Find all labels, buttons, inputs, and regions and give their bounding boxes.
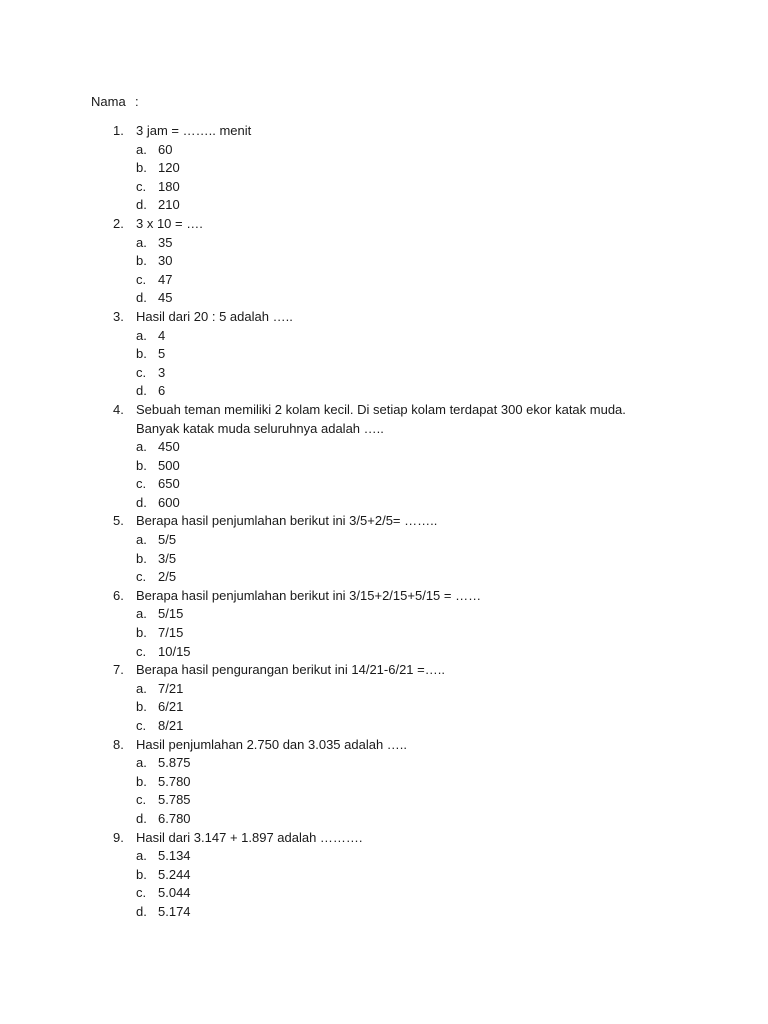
option-letter: d. xyxy=(136,494,147,510)
question-number: 8. xyxy=(113,736,124,752)
option-list xyxy=(0,234,768,308)
option-letter: c. xyxy=(136,885,147,901)
question-item xyxy=(0,661,768,735)
option-text: 2/5 xyxy=(158,569,177,585)
option-letter: c. xyxy=(136,569,147,585)
option-letter: c. xyxy=(136,364,147,380)
option-letter: b. xyxy=(136,625,147,641)
option-letter: c. xyxy=(136,643,147,659)
question-text: Hasil penjumlahan 2.750 dan 3.035 adalah ….. xyxy=(136,736,408,752)
option-text: 10/15 xyxy=(158,643,191,659)
option-text: 5.785 xyxy=(158,792,191,808)
answer-option xyxy=(0,773,768,792)
question-text: Hasil dari 3.147 + 1.897 adalah ………. xyxy=(136,829,363,845)
option-letter: a. xyxy=(136,755,147,771)
option-letter: d. xyxy=(136,290,147,306)
question-item xyxy=(0,829,768,922)
option-letter: a. xyxy=(136,141,147,157)
name-label: Nama xyxy=(91,94,126,109)
question-text: Sebuah teman memiliki 2 kolam kecil. Di setiap kolam terdapat 300 ekor katak muda. Banyak katak muda seluruhnya adalah ….. xyxy=(136,401,626,436)
question-item xyxy=(0,122,768,215)
option-list xyxy=(0,531,768,587)
option-list xyxy=(0,680,768,736)
option-text: 6.780 xyxy=(158,810,191,826)
option-text: 650 xyxy=(158,476,180,492)
option-text: 5.244 xyxy=(158,866,191,882)
option-letter: d. xyxy=(136,197,147,213)
option-letter: c. xyxy=(136,792,147,808)
option-list xyxy=(0,754,768,828)
answer-option xyxy=(0,866,768,885)
option-text: 5.875 xyxy=(158,755,191,771)
answer-option xyxy=(0,196,768,215)
answer-option xyxy=(0,141,768,160)
option-text: 5/5 xyxy=(158,532,177,548)
option-text: 6 xyxy=(158,383,166,399)
answer-option xyxy=(0,271,768,290)
option-list xyxy=(0,438,768,512)
answer-option xyxy=(0,382,768,401)
option-text: 35 xyxy=(158,234,173,250)
option-text: 210 xyxy=(158,197,180,213)
option-text: 7/15 xyxy=(158,625,184,641)
question-list xyxy=(0,122,768,922)
option-list xyxy=(0,605,768,661)
question-text: Hasil dari 20 : 5 adalah ….. xyxy=(136,308,293,324)
question-item xyxy=(0,736,768,829)
answer-option xyxy=(0,717,768,736)
answer-option xyxy=(0,643,768,662)
option-letter: a. xyxy=(136,848,147,864)
option-list xyxy=(0,141,768,215)
question-text: Berapa hasil penjumlahan berikut ini 3/5+2/5= …….. xyxy=(136,513,438,529)
question-number: 5. xyxy=(113,513,124,529)
option-letter: b. xyxy=(136,866,147,882)
option-text: 60 xyxy=(158,141,173,157)
answer-option xyxy=(0,159,768,178)
option-letter: a. xyxy=(136,439,147,455)
question-number: 6. xyxy=(113,587,124,603)
answer-option xyxy=(0,178,768,197)
question-text: 3 jam = …….. menit xyxy=(136,123,252,138)
option-text: 6/21 xyxy=(158,699,184,715)
option-text: 5 xyxy=(158,346,166,362)
option-letter: b. xyxy=(136,346,147,362)
question-text: Berapa hasil pengurangan berikut ini 14/21-6/21 =….. xyxy=(136,662,445,678)
answer-option xyxy=(0,234,768,253)
option-text: 450 xyxy=(158,439,180,455)
answer-option xyxy=(0,494,768,513)
option-letter: c. xyxy=(136,476,147,492)
option-letter: c. xyxy=(136,178,147,194)
question-number: 4. xyxy=(113,401,124,417)
option-text: 8/21 xyxy=(158,718,184,733)
option-letter: b. xyxy=(136,253,147,269)
option-letter: a. xyxy=(136,532,147,548)
answer-option xyxy=(0,791,768,810)
question-item xyxy=(0,587,768,661)
question-item xyxy=(0,215,768,308)
answer-option xyxy=(0,903,768,922)
question-number: 2. xyxy=(113,215,124,231)
question-item xyxy=(0,512,768,586)
answer-option xyxy=(0,847,768,866)
option-text: 47 xyxy=(158,271,173,287)
option-letter: c. xyxy=(136,718,147,733)
option-text: 180 xyxy=(158,178,180,194)
answer-option xyxy=(0,438,768,457)
answer-option xyxy=(0,252,768,271)
answer-option xyxy=(0,568,768,587)
option-text: 5.044 xyxy=(158,885,191,901)
option-text: 4 xyxy=(158,327,166,343)
option-letter: a. xyxy=(136,680,147,696)
name-field-line xyxy=(91,94,139,110)
answer-option xyxy=(0,289,768,308)
answer-option xyxy=(0,810,768,829)
option-text: 30 xyxy=(158,253,173,269)
option-text: 45 xyxy=(158,290,173,306)
option-letter: b. xyxy=(136,160,147,176)
option-text: 5/15 xyxy=(158,606,184,622)
option-text: 7/21 xyxy=(158,680,184,696)
option-text: 3/5 xyxy=(158,550,177,566)
answer-option xyxy=(0,550,768,569)
question-number: 7. xyxy=(113,662,124,678)
question-text: 3 x 10 = …. xyxy=(136,215,203,231)
option-letter: b. xyxy=(136,699,147,715)
question-item xyxy=(0,308,768,401)
answer-option xyxy=(0,754,768,773)
answer-option xyxy=(0,605,768,624)
answer-option xyxy=(0,698,768,717)
option-text: 120 xyxy=(158,160,180,176)
question-number: 3. xyxy=(113,308,124,324)
answer-option xyxy=(0,884,768,903)
question-text: Berapa hasil penjumlahan berikut ini 3/15+2/15+5/15 = …… xyxy=(136,587,482,603)
answer-option xyxy=(0,475,768,494)
option-text: 5.134 xyxy=(158,848,191,864)
answer-option xyxy=(0,531,768,550)
answer-option xyxy=(0,327,768,346)
option-letter: a. xyxy=(136,327,147,343)
option-letter: b. xyxy=(136,773,147,789)
option-text: 5.174 xyxy=(158,903,191,919)
option-letter: d. xyxy=(136,810,147,826)
option-letter: a. xyxy=(136,606,147,622)
name-colon: : xyxy=(135,94,139,109)
question-number: 1. xyxy=(113,123,124,138)
option-letter: b. xyxy=(136,457,147,473)
answer-option xyxy=(0,345,768,364)
option-letter: c. xyxy=(136,271,147,287)
option-letter: a. xyxy=(136,234,147,250)
option-text: 500 xyxy=(158,457,180,473)
option-text: 600 xyxy=(158,494,180,510)
question-item xyxy=(0,401,768,513)
option-text: 5.780 xyxy=(158,773,191,789)
answer-option xyxy=(0,624,768,643)
answer-option xyxy=(0,680,768,699)
answer-option xyxy=(0,364,768,383)
question-number: 9. xyxy=(113,829,124,845)
option-letter: b. xyxy=(136,550,147,566)
option-letter: d. xyxy=(136,383,147,399)
option-text: 3 xyxy=(158,364,166,380)
option-letter: d. xyxy=(136,903,147,919)
option-list xyxy=(0,847,768,921)
answer-option xyxy=(0,457,768,476)
option-list xyxy=(0,327,768,401)
